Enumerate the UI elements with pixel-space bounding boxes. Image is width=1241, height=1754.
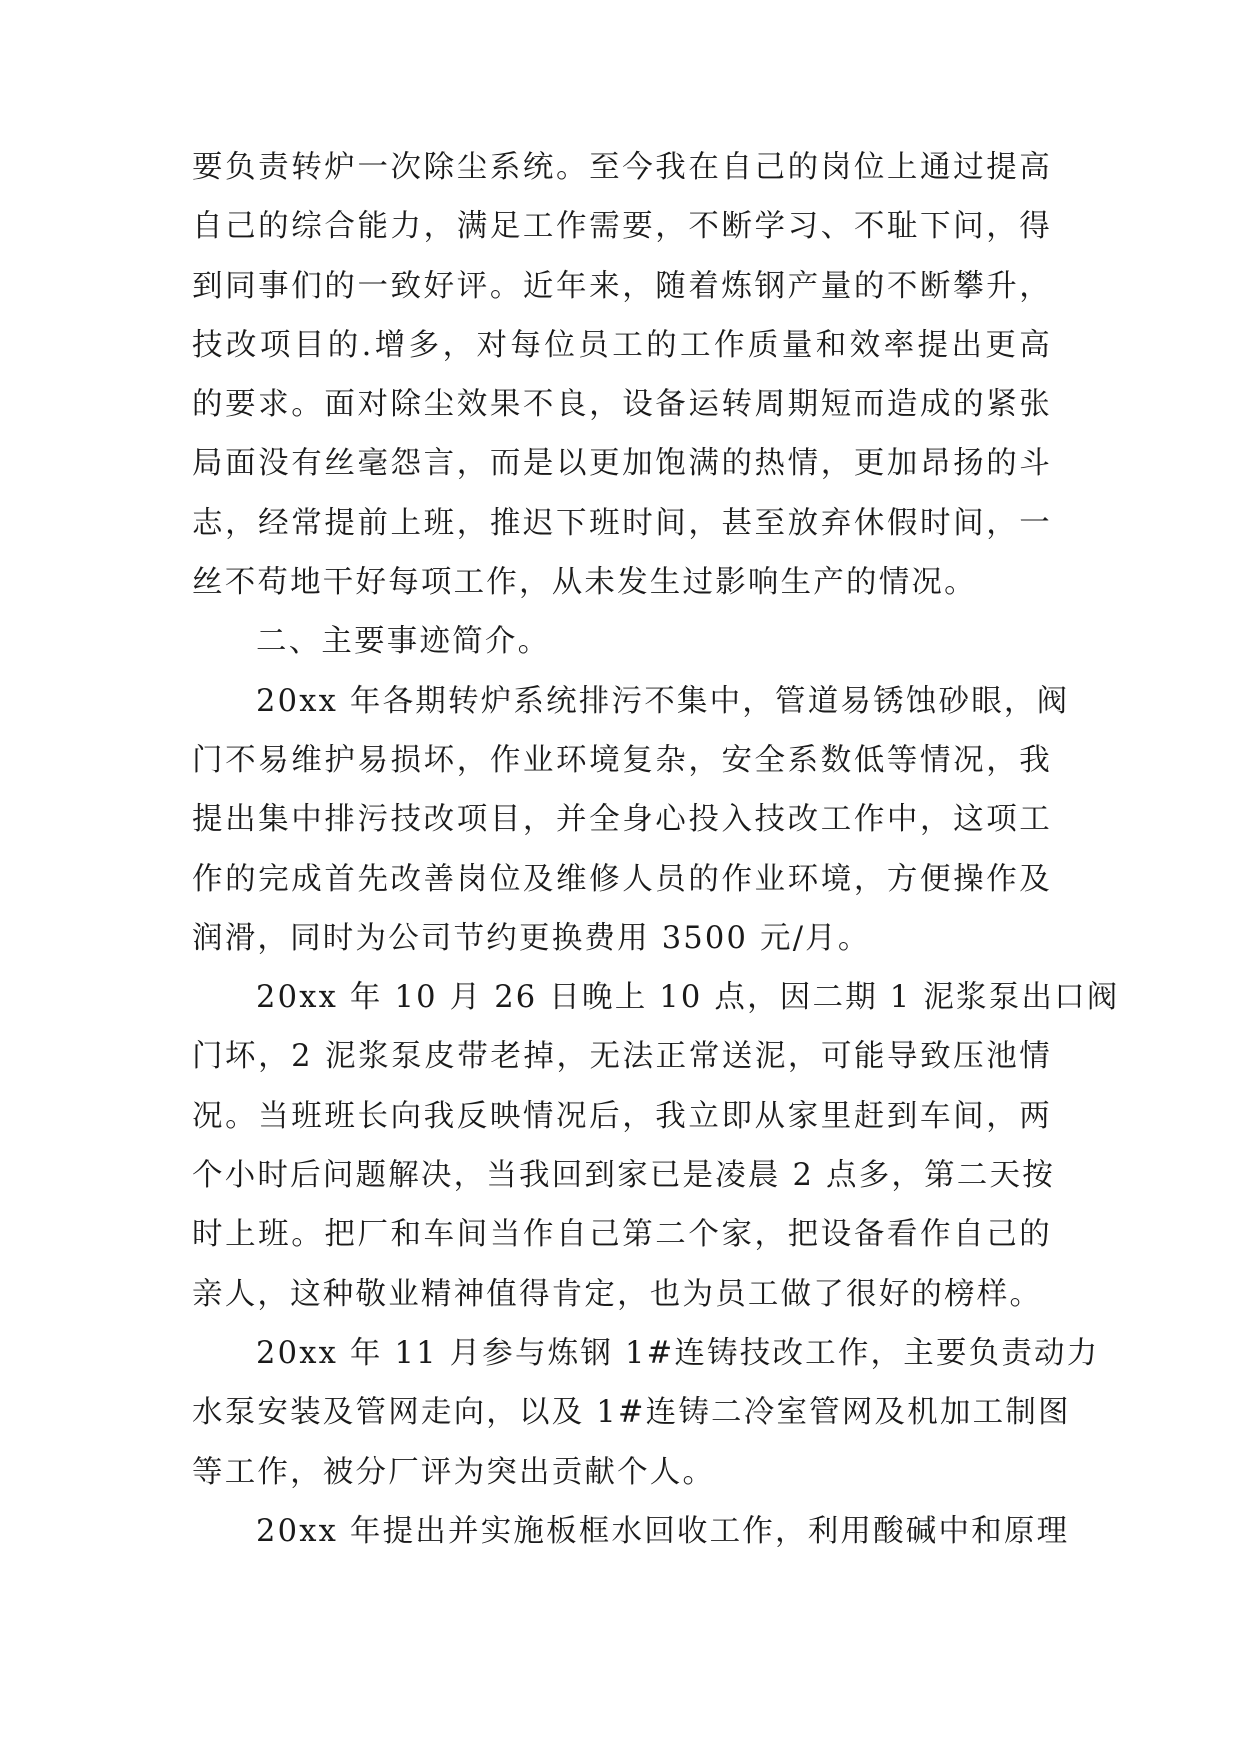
text-line: 的要求。面对除尘效果不良，设备运转周期短而造成的紧张 — [192, 387, 1052, 423]
paragraph — [192, 672, 1070, 968]
section-heading — [192, 612, 1052, 671]
text-line: 门坏，2 泥浆泵皮带老掉，无法正常送泥，可能导致压池情 — [192, 1039, 1052, 1075]
document-body — [192, 138, 1120, 1561]
paragraph — [192, 1324, 1100, 1502]
text-line: 水泵安装及管网走向，以及 1#连铸二冷室管网及机加工制图 — [192, 1395, 1071, 1431]
text-line: 况。当班班长向我反映情况后，我立即从家里赶到车间，两 — [192, 1098, 1052, 1134]
text-line: 自己的综合能力，满足工作需要，不断学习、不耻下问，得 — [192, 209, 1052, 245]
paragraph — [192, 968, 1120, 1324]
text-line: 到同事们的一致好评。近年来，随着炼钢产量的不断攀升， — [192, 268, 1052, 304]
text-line: 提出集中排污技改项目，并全身心投入技改工作中，这项工 — [192, 802, 1052, 838]
paragraph — [192, 138, 1052, 612]
text-line: 20xx 年 10 月 26 日晚上 10 点，因二期 1 泥浆泵出口阀 — [256, 980, 1120, 1016]
text-line: 亲人，这种敬业精神值得肯定，也为员工做了很好的榜样。 — [192, 1276, 1043, 1312]
heading-text: 二、主要事迹简介。 — [256, 624, 551, 660]
text-line: 技改项目的.增多，对每位员工的工作质量和效率提出更高 — [192, 327, 1052, 363]
text-line: 志，经常提前上班，推迟下班时间，甚至放弃休假时间，一 — [192, 505, 1052, 541]
text-line: 丝不苟地干好每项工作，从未发生过影响生产的情况。 — [192, 565, 977, 601]
text-line: 20xx 年 11 月参与炼钢 1#连铸技改工作，主要负责动力 — [256, 1335, 1100, 1371]
text-line: 作的完成首先改善岗位及维修人员的作业环境，方便操作及 — [192, 861, 1052, 897]
text-line: 个小时后问题解决，当我回到家已是凌晨 2 点多，第二天按 — [192, 1158, 1055, 1194]
text-line: 20xx 年提出并实施板框水回收工作，利用酸碱中和原理 — [256, 1513, 1070, 1549]
text-line: 等工作，被分厂评为突出贡献个人。 — [192, 1454, 716, 1490]
text-line: 要负责转炉一次除尘系统。至今我在自己的岗位上通过提高 — [192, 150, 1052, 185]
text-line: 门不易维护易损坏，作业环境复杂，安全系数低等情况，我 — [192, 742, 1052, 778]
text-line: 局面没有丝毫怨言，而是以更加饱满的热情，更加昂扬的斗 — [192, 446, 1052, 482]
text-line: 20xx 年各期转炉系统排污不集中，管道易锈蚀砂眼，阀 — [256, 683, 1070, 719]
text-line: 时上班。把厂和车间当作自己第二个家，把设备看作自己的 — [192, 1217, 1052, 1253]
text-line: 润滑，同时为公司节约更换费用 3500 元/月。 — [192, 920, 871, 956]
paragraph — [192, 1502, 1070, 1561]
